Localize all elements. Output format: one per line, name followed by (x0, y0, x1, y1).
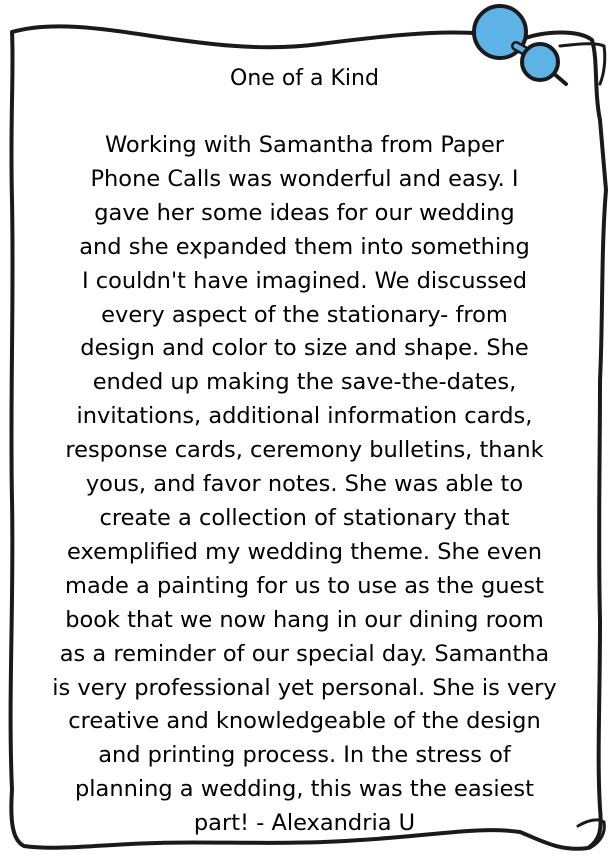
testimonial-line: and printing process. In the stress of (98, 742, 511, 769)
testimonial-line: creative and knowledgeable of the design (68, 708, 541, 735)
testimonial-line: Working with Samantha from Paper (104, 132, 505, 158)
testimonial-line: as a reminder of our special day. Samantha (59, 640, 550, 667)
testimonial-line: Phone Calls was wonderful and easy. I (90, 165, 519, 192)
testimonial-line: planning a wedding, this was the easiest (75, 776, 534, 803)
testimonial-line: and she expanded them into something (79, 233, 530, 260)
testimonial-line: every aspect of the stationary- from (101, 301, 508, 328)
testimonial-line: exemplified my wedding theme. She even (67, 538, 542, 565)
testimonial-line: invitations, additional information cards, (76, 403, 533, 430)
testimonial-line: ended up making the save-the-dates, (92, 369, 517, 396)
testimonial-line: design and color to size and shape. She (80, 335, 529, 362)
testimonial-signature-line: part! - Alexandria U (193, 810, 416, 837)
testimonial-line: create a collection of stationary that (99, 504, 510, 531)
testimonial-line: yous, and favor notes. She was able to (85, 471, 524, 498)
testimonial-line: made a painting for us to use as the guest (65, 572, 544, 599)
testimonial-line: response cards, ceremony bulletins, thank (65, 437, 544, 464)
testimonial-line: book that we now hang in our dining room (65, 606, 544, 633)
testimonial-title: One of a Kind (230, 66, 379, 91)
testimonial-line: I couldn't have imagined. We discussed (81, 267, 528, 294)
testimonial-line: is very professional yet personal. She is very (52, 674, 557, 701)
testimonial-body (14, 96, 595, 841)
testimonial-content (14, 62, 595, 841)
testimonial-line: gave her some ideas for our wedding (94, 199, 515, 226)
